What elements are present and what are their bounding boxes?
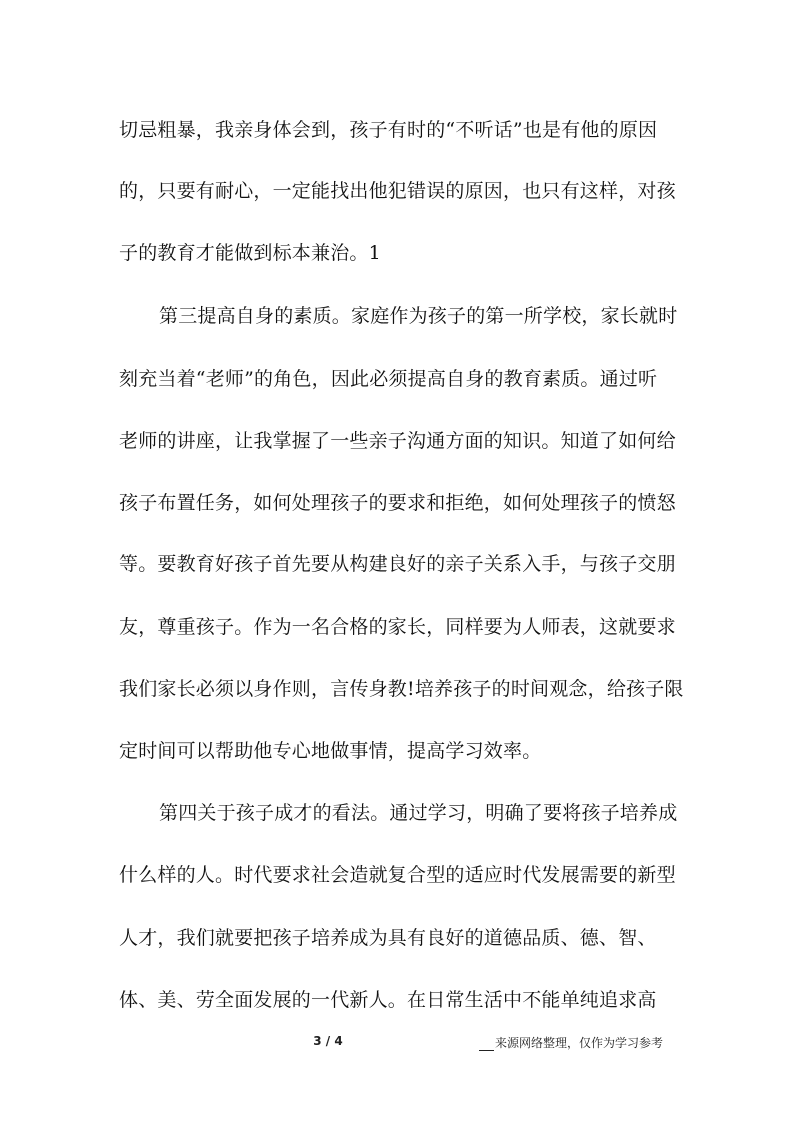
footer-note xyxy=(479,1034,663,1051)
paragraph-line: 什么样的人。时代要求社会造就复合型的适应时代发展需要的新型 xyxy=(119,864,676,886)
paragraph-line: 孩子布置任务，如何处理孩子的要求和拒绝，如何处理孩子的愤怒 xyxy=(119,492,676,514)
paragraph-line: 友，尊重孩子。作为一名合格的家长，同样要为人师表，这就要求 xyxy=(119,616,676,638)
paragraph-line: 等。要教育好孩子首先要从构建良好的亲子关系入手，与孩子交朋 xyxy=(119,553,676,575)
paragraph-line: 我们家长必须以身作则，言传身教!培养孩子的时间观念，给孩子限 xyxy=(119,678,684,700)
paragraph-line: 子的教育才能做到标本兼治。1 xyxy=(119,242,381,264)
page-number: 3 / 4 xyxy=(313,1034,343,1048)
footer-note-text: 来源网络整理，仅作为学习参考 xyxy=(495,1036,664,1050)
paragraph-line: 体、美、劳全面发展的一代新人。在日常生活中不能单纯追求高 xyxy=(119,989,657,1011)
underline-mark xyxy=(479,1039,494,1051)
paragraph-line: 第三提高自身的素质。家庭作为孩子的第一所学校，家长就时 xyxy=(159,305,678,327)
paragraph-line: 的，只要有耐心，一定能找出他犯错误的原因，也只有这样，对孩 xyxy=(119,180,676,202)
paragraph-line: 老师的讲座，让我掌握了一些亲子沟通方面的知识。知道了如何给 xyxy=(119,430,676,452)
paragraph-line: 刻充当着“老师”的角色，因此必须提高自身的教育素质。通过听 xyxy=(119,368,658,390)
paragraph-line: 切忌粗暴，我亲身体会到，孩子有时的“不听话”也是有他的原因 xyxy=(119,119,658,141)
paragraph-line: 定时间可以帮助他专心地做事情，提高学习效率。 xyxy=(119,740,542,762)
paragraph-line: 人才，我们就要把孩子培养成为具有良好的道德品质、德、智、 xyxy=(119,927,657,949)
paragraph-line: 第四关于孩子成才的看法。通过学习，明确了要将孩子培养成 xyxy=(159,802,678,824)
